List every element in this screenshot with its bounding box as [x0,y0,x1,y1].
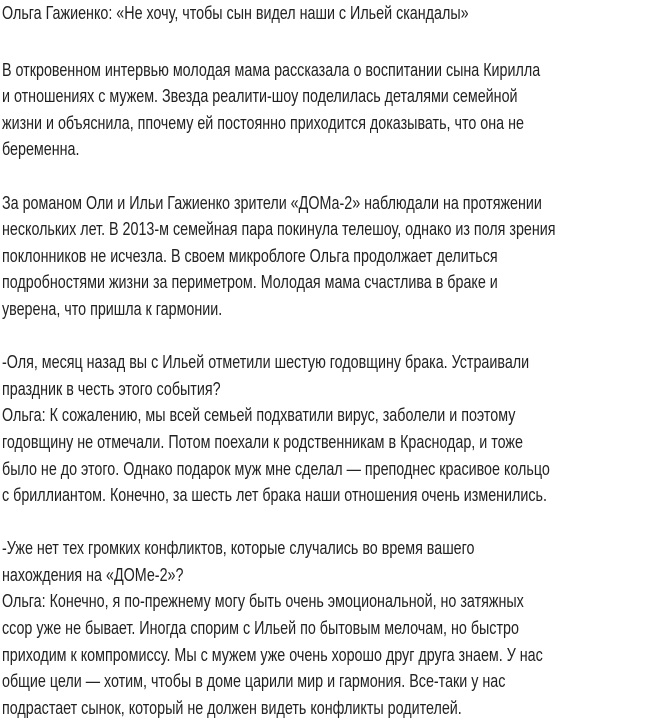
question-line: нахождения на «ДОМе-2»? [2,564,184,585]
answer-line: Ольга: К сожалению, мы всей семьей подхватили вирус, заболели и поэтому [2,405,516,426]
question-line: -Оля, месяц назад вы с Ильей отметили шестую годовщину брака. Устраивали [2,352,530,373]
answer-line: подрастает сынок, который не должен видеть конфликты родителей. [2,697,462,718]
paragraph-qa-anniversary [2,349,670,509]
answer-line: приходим к компромиссу. Мы с мужем уже очень хорошо друг друга знаем. У нас [2,644,543,665]
question-line: праздник в честь этого события? [2,378,221,399]
answer-line: годовщину не отмечали. Потом поехали к родственникам в Краснодар, и тоже [2,431,523,452]
paragraph-background [2,190,670,323]
answer-line: было не до этого. Однако подарок муж мне сделал — преподнес красивое кольцо [2,458,550,479]
paragraph-gap [2,323,670,350]
text-line: подробностями жизни за периметром. Молодая мама счастлива в браке и [2,272,498,293]
text-line: жизни и объяснила, ппочему ей постоянно приходится доказывать, что она не [2,112,524,133]
paragraph-intro [2,57,670,163]
text-line: уверена, что пришла к гармонии. [2,298,223,319]
text-line: беременна. [2,139,80,160]
answer-line: ссор уже не бывает. Иногда спорим с Ильей по бытовым мелочам, но быстро [2,618,519,639]
paragraph-gap [2,163,670,190]
text-line: За романом Оли и Ильи Гажиенко зрители «ДОМа-2» наблюдали на протяжении [2,192,542,213]
text-line: В откровенном интервью молодая мама рассказала о воспитании сына Кирилла [2,59,541,80]
answer-line: Ольга: Конечно, я по-прежнему могу быть очень эмоциональной, но затяжных [2,591,524,612]
article-title: Ольга Гажиенко: «Не хочу, чтобы сын видел наши с Ильей скандалы» [2,3,469,23]
answer-line: с бриллиантом. Конечно, за шесть лет брака наши отношения очень изменились. [2,485,547,506]
text-line: нескольких лет. В 2013-м семейная пара покинула телешоу, однако из поля зрения [2,219,556,240]
answer-line: общие цели — хотим, чтобы в доме царили мир и гармония. Все-таки у нас [2,671,506,692]
paragraph-gap [2,509,670,536]
text-line: поклонников не исчезла. В своем микроблоге Ольга продолжает делиться [2,245,498,266]
paragraph-gap [2,30,670,57]
paragraph-qa-conflicts [2,535,670,721]
question-line: -Уже нет тех громких конфликтов, которые случались во время вашего [2,538,475,559]
article [2,0,670,721]
text-line: и отношениях с мужем. Звезда реалити-шоу поделилась деталями семейной [2,86,518,107]
